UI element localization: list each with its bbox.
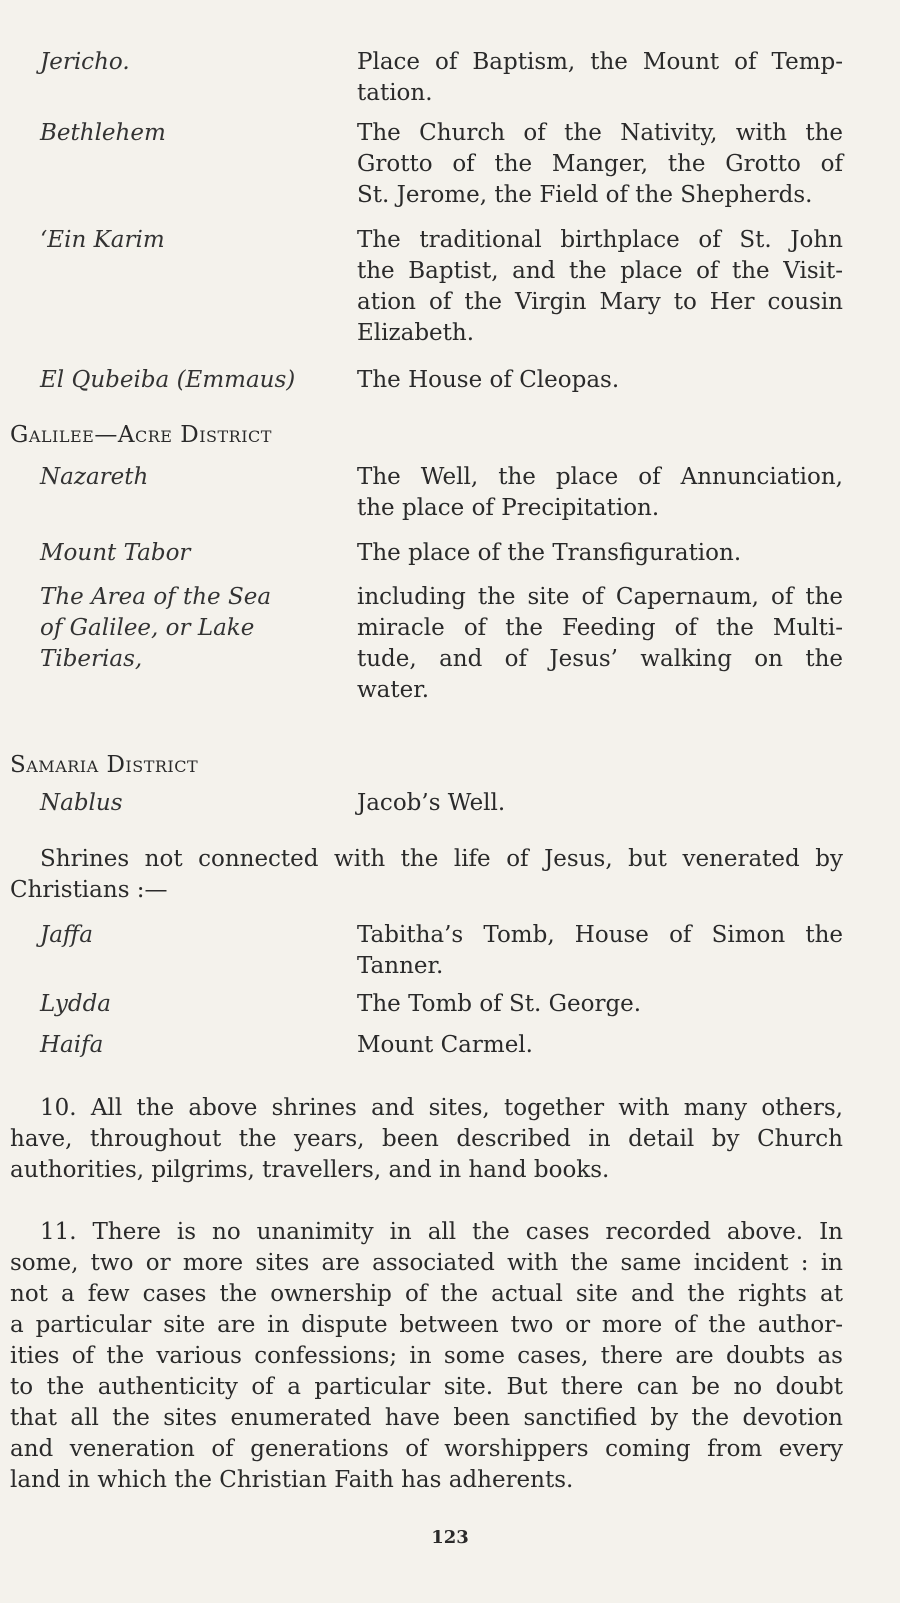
text-line: Jericho. (40, 49, 130, 75)
text-line: not a few cases the ownership of the actual site and the rights at (10, 1281, 843, 1307)
site-description (357, 47, 843, 109)
paragraph (10, 1093, 843, 1186)
text-line: Shrines not connected with the life of Jesus, but venerated by (40, 846, 843, 872)
place-name (40, 462, 340, 493)
text-line: of Galilee, or Lake (40, 615, 255, 641)
place-name (40, 989, 340, 1020)
text-line: authorities, pilgrims, travellers, and in hand books. (10, 1157, 610, 1183)
text-line: Tanner. (357, 953, 444, 979)
text-line: tude, and of Jesus’ walking on the (357, 646, 843, 672)
site-description (357, 920, 843, 982)
text-line: Bethlehem (40, 120, 166, 146)
text-line: the place of Precipitation. (357, 495, 660, 521)
place-name (40, 1030, 340, 1061)
site-description (357, 788, 843, 819)
text-line: Nazareth (40, 464, 149, 490)
place-name (40, 47, 340, 78)
paragraph (10, 844, 843, 906)
text-line: ation of the Virgin Mary to Her cousin (357, 289, 843, 315)
text-line: Nablus (40, 790, 123, 816)
place-name (40, 582, 340, 675)
text-line: Jacob’s Well. (357, 790, 506, 816)
text-line: Christians :— (10, 877, 168, 903)
text-line: water. (357, 677, 430, 703)
text-line: Mount Carmel. (357, 1032, 533, 1058)
text-line: the Baptist, and the place of the Visit- (357, 258, 843, 284)
district-heading: Galilee—Acre District (10, 422, 272, 448)
site-description (357, 118, 843, 211)
text-line: Tiberias, (40, 646, 143, 672)
text-line: The House of Cleopas. (357, 367, 620, 393)
site-description (357, 365, 843, 396)
place-name (40, 118, 340, 149)
text-line: to the authenticity of a particular site. But there can be no doubt (10, 1374, 843, 1400)
text-line: including the site of Capernaum, of the (357, 584, 843, 610)
text-line: Elizabeth. (357, 320, 475, 346)
text-line: ities of the various confessions; in some cases, there are doubts as (10, 1343, 843, 1369)
text-line: 11. There is no unanimity in all the cases recorded above. In (40, 1219, 843, 1245)
text-line: The Tomb of St. George. (357, 991, 642, 1017)
place-name (40, 920, 340, 951)
text-line: St. Jerome, the Field of the Shepherds. (357, 182, 813, 208)
text-line: Jaffa (40, 922, 93, 948)
site-description (357, 582, 843, 706)
district-heading: Samaria District (10, 752, 199, 778)
text-line: Lydda (40, 991, 112, 1017)
place-name (40, 788, 340, 819)
text-line: land in which the Christian Faith has adherents. (10, 1467, 574, 1493)
text-line: some, two or more sites are associated with the same incident : in (10, 1250, 843, 1276)
text-line: The Area of the Sea (40, 584, 272, 610)
text-line: Mount Tabor (40, 540, 191, 566)
place-name (40, 365, 340, 396)
text-line: El Qubeiba (Emmaus) (40, 367, 296, 393)
text-line: ‘Ein Karim (40, 227, 165, 253)
text-line: The Well, the place of Annunciation, (357, 464, 843, 490)
site-description (357, 538, 843, 569)
text-line: The Church of the Nativity, with the (357, 120, 843, 146)
site-description (357, 989, 843, 1020)
text-line: The place of the Transfiguration. (357, 540, 742, 566)
text-line: miracle of the Feeding of the Multi- (357, 615, 843, 641)
place-name (40, 538, 340, 569)
text-line: tation. (357, 80, 433, 106)
text-line: a particular site are in dispute between two or more of the author- (10, 1312, 843, 1338)
text-line: Place of Baptism, the Mount of Temp- (357, 49, 843, 75)
text-line: and veneration of generations of worshippers coming from every (10, 1436, 843, 1462)
paragraph (10, 1217, 843, 1496)
text-line: have, throughout the years, been described in detail by Church (10, 1126, 843, 1152)
site-description (357, 462, 843, 524)
text-line: 10. All the above shrines and sites, together with many others, (40, 1095, 843, 1121)
text-line: The traditional birthplace of St. John (357, 227, 843, 253)
text-line: that all the sites enumerated have been sanctified by the devotion (10, 1405, 843, 1431)
text-line: Tabitha’s Tomb, House of Simon the (357, 922, 843, 948)
site-description (357, 225, 843, 349)
page-number: 123 (431, 1527, 469, 1548)
text-line: Grotto of the Manger, the Grotto of (357, 151, 843, 177)
text-line: Haifa (40, 1032, 104, 1058)
place-name (40, 225, 340, 256)
site-description (357, 1030, 843, 1061)
